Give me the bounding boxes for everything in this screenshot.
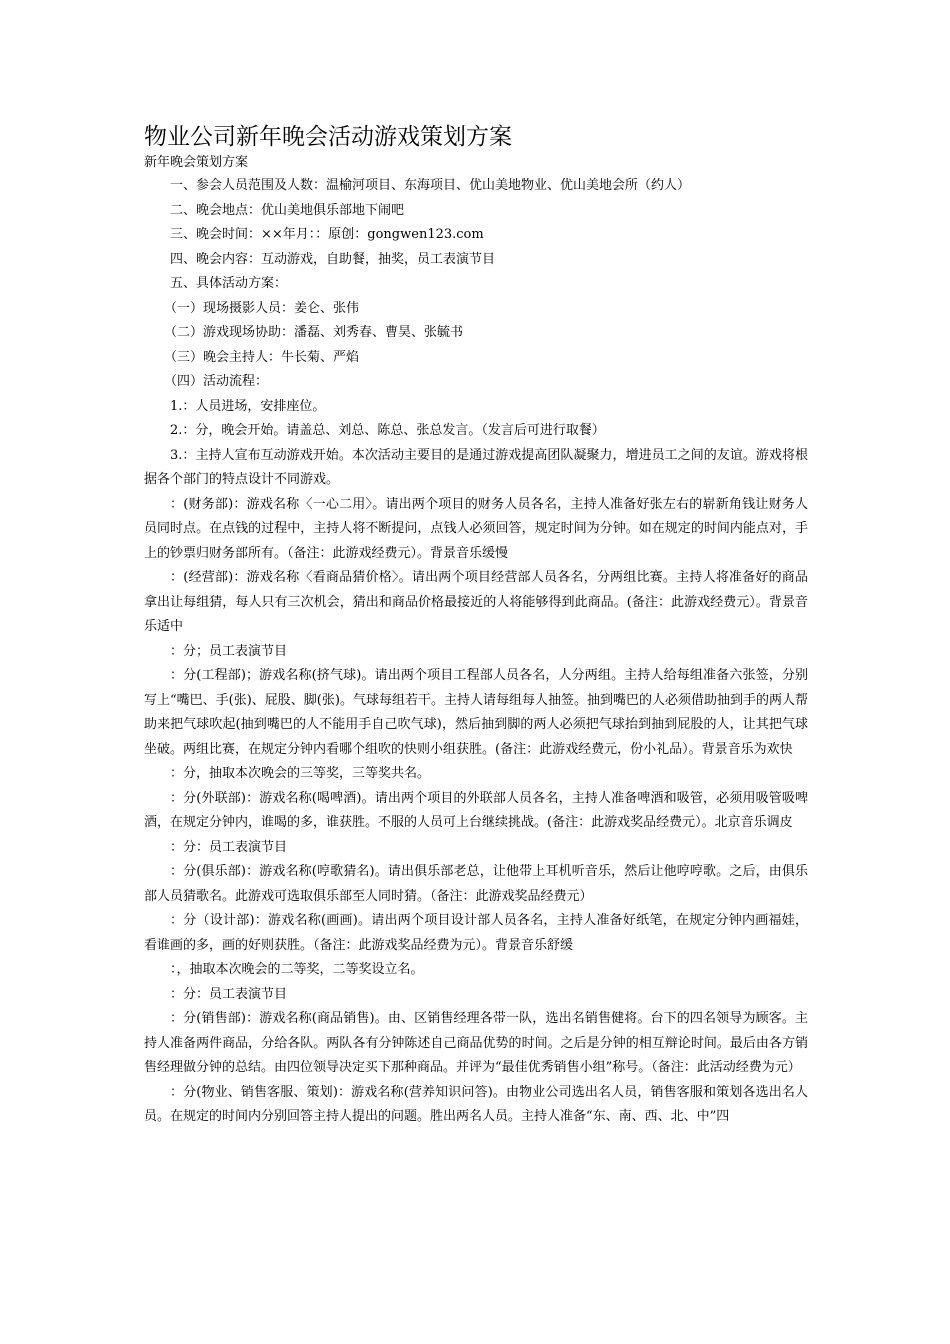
- body-paragraph: （四）活动流程：: [164, 374, 269, 389]
- body-paragraph: 一、参会人员范围及人数：温榆河项目、东海项目、优山美地物业、优山美地会所（约人）: [170, 178, 691, 193]
- body-paragraph: ：分；员工表演节目: [170, 643, 288, 659]
- document-page: [144, 122, 808, 1130]
- body-paragraph: ：分：员工表演节目: [170, 986, 288, 1002]
- body-paragraph: ：分，抽取本次晚会的三等奖，三等奖共名。: [170, 766, 431, 781]
- body-paragraph: ：，抽取本次晚会的二等奖，二等奖设立名。: [170, 962, 424, 977]
- body-paragraph: ：分(销售部)：游戏名称(商品销售)。由、区销售经理各带一队，选出名销售健将。台下的四名领导为顾客。主持人准备两件商品，分给各队。两队各有分钟陈述自己商品优势的时间。之后是分钟的相互辩论时间。最后由各方销售经理做分钟的总结。由四位领导决定买下那种商品。并评为“最佳优秀销售小组”称号。（备注：此活动经费为元）: [144, 1011, 808, 1075]
- body-paragraph: ：分（设计部)：游戏名称(画画)。请出两个项目设计部人员各名，主持人准备好纸笔，在规定分钟内画福娃，看谁画的多，画的好则获胜。（备注：此游戏奖品经费为元）。背景音乐舒缓: [144, 913, 808, 953]
- body-paragraph: （一）现场摄影人员：姜仑、张伟: [164, 300, 360, 316]
- body-paragraph: ：分(俱乐部)：游戏名称(哼歌猜名)。请出俱乐部老总，让他带上耳机听音乐，然后让他哼哼歌。之后，由俱乐部人员猜歌名。此游戏可选取俱乐部至人同时猜。（备注：此游戏奖品经费元）: [144, 864, 808, 904]
- body-paragraph: ：分(物业、销售客服、策划)：游戏名称(营养知识问答)。由物业公司选出名人员，销售客服和策划各选出名人员。在规定的时间内分别回答主持人提出的问题。胜出两名人员。主持人准备“东、南、西、北、中”四: [144, 1084, 808, 1124]
- document-subtitle: 新年晚会策划方案: [144, 155, 249, 170]
- body-paragraph: 二、晚会地点：优山美地俱乐部地下闹吧: [170, 202, 405, 218]
- body-paragraph: 1.：人员进场，安排座位。: [170, 398, 326, 414]
- body-paragraph: 3.：主持人宣布互动游戏开始。本次活动主要目的是通过游戏提高团队凝聚力，增进员工之间的友谊。游戏将根据各个部门的特点设计不同游戏。: [144, 447, 808, 487]
- body-paragraph: 三、晚会时间：××年月：：原创：gongwen123.com: [170, 227, 484, 242]
- body-paragraph: 五、具体活动方案：: [170, 276, 288, 291]
- body-paragraph: （二）游戏现场协助：潘磊、刘秀春、曹昊、张毓书: [164, 325, 464, 340]
- body-paragraph: 四、晚会内容：互动游戏，自助餐，抽奖，员工表演节目: [170, 251, 496, 267]
- body-paragraph: ：分：员工表演节目: [170, 839, 288, 855]
- document-title: 物业公司新年晚会活动游戏策划方案: [144, 124, 512, 150]
- body-paragraph: ：分(工程部)；游戏名称(挤气球)。请出两个项目工程部人员各名，人分两组。主持人给每组准备六张签，分别写上“嘴巴、手(张)、屁股、脚(张)。气球每组若干。主持人请每组每人抽签。抽到嘴巴的人必须借助抽到手的两人帮助来把气球吹起(抽到嘴巴的人不能用手自己吹气球)，然后抽到脚的两人必须把气球抬到抽到屁股的人，让其把气球坐破。两组比赛，在规定分钟内看哪个组吹的快则小组获胜。(备注：此游戏经费元，份小礼品）。背景音乐为欢快: [144, 668, 808, 757]
- body-paragraph: （三）晚会主持人：牛长菊、严焰: [164, 349, 360, 365]
- body-paragraph: ：分(外联部)：游戏名称(喝啤酒)。请出两个项目的外联部人员各名，主持人准备啤酒和吸管，必须用吸管吸啤酒，在规定分钟内，谁喝的多，谁获胜。不服的人员可上台继续挑战。(备注：此游戏奖品经费元）。北京音乐调皮: [144, 790, 808, 830]
- document-body: [144, 174, 808, 1130]
- body-paragraph: ：(财务部)：游戏名称〈一心二用〉。请出两个项目的财务人员各名，主持人准备好张左右的崭新角钱让财务人员同时点。在点钱的过程中，主持人将不断提问，点钱人必须回答，规定时间为分钟。如在规定的时间内能点对，手上的钞票归财务部所有。（备注：此游戏经费元）。背景音乐缓慢: [144, 496, 808, 561]
- body-paragraph: 2.：分，晚会开始。请盖总、刘总、陈总、张总发言。（发言后可进行取餐）: [170, 423, 605, 438]
- body-paragraph: ：(经营部)：游戏名称〈看商品猜价格〉。请出两个项目经营部人员各名，分两组比赛。主持人将准备好的商品拿出让每组猜，每人只有三次机会，猜出和商品价格最接近的人将能够得到此商品。(备注：此游戏经费元）。背景音乐适中: [144, 570, 808, 634]
